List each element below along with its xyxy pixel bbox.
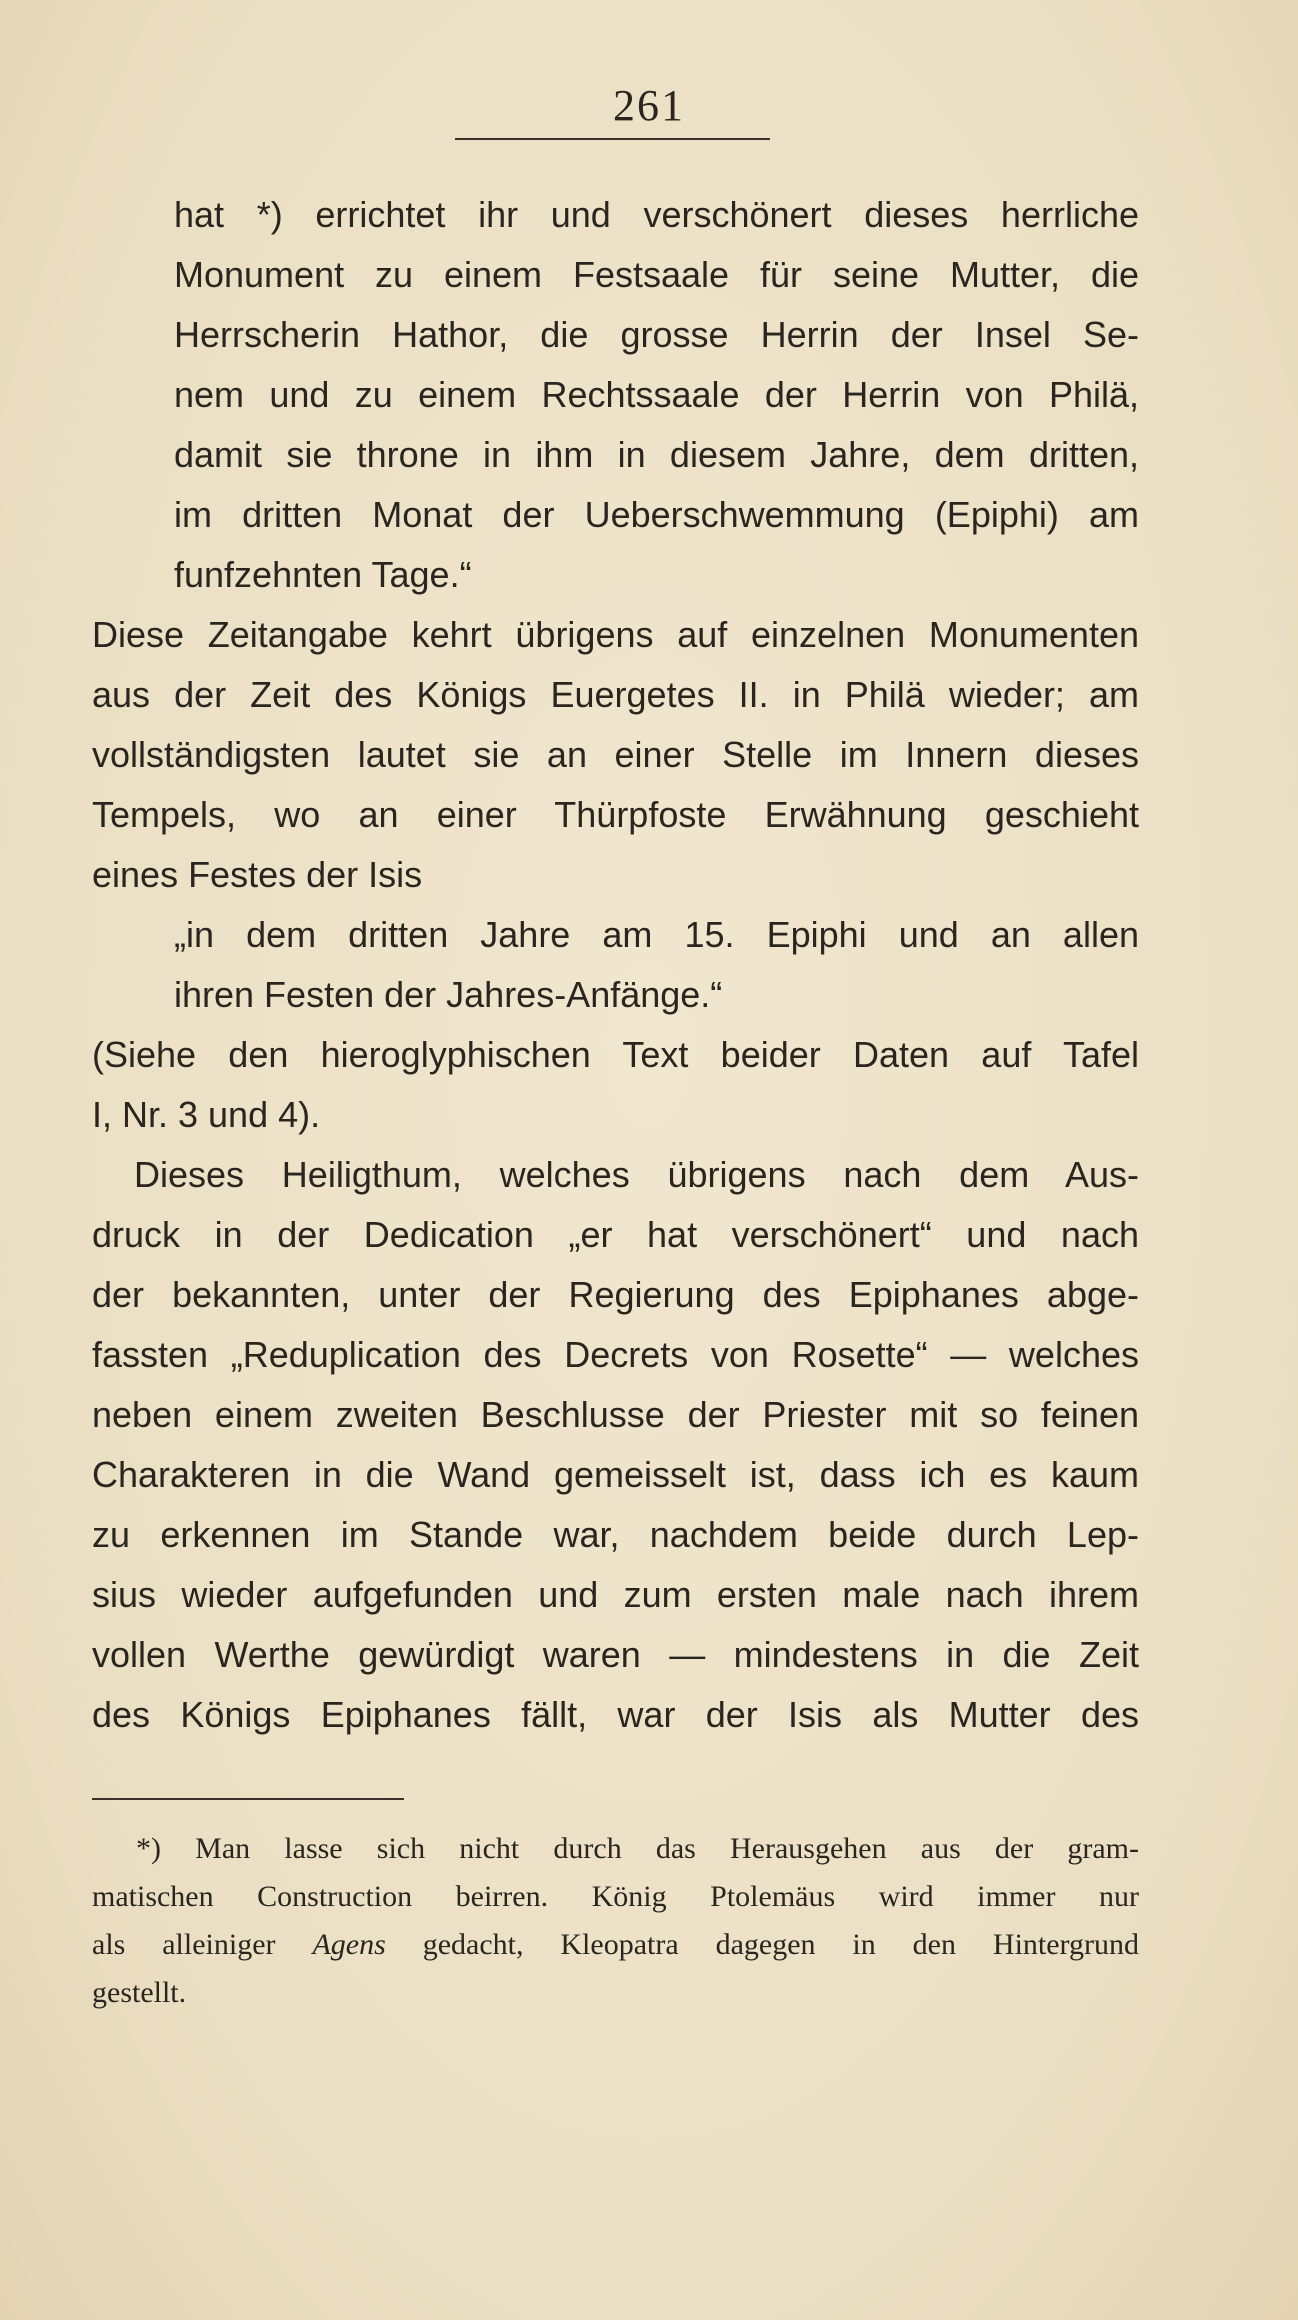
body-line: funfzehnten Tage.“	[174, 554, 472, 595]
footnote-text: gedacht, Kleopatra dagegen in den Hintergrund	[422, 1928, 1139, 1961]
page-number: 261	[613, 81, 685, 130]
body-line: I, Nr. 3 und 4).	[92, 1094, 321, 1135]
footnote-italic-term: Agens	[312, 1928, 386, 1961]
body-line: (Siehe den hieroglyphischen Text beider Daten auf Tafel	[92, 1034, 1139, 1075]
body-line: zu erkennen im Stande war, nachdem beide durch Lep-	[92, 1514, 1139, 1555]
header-rule	[455, 138, 770, 140]
body-line: Diese Zeitangabe kehrt übrigens auf einzelnen Monumenten	[92, 614, 1139, 655]
body-line: „in dem dritten Jahre am 15. Epiphi und an allen	[174, 914, 1139, 955]
footnote-line	[92, 1921, 1139, 1969]
footnote-line: matischen Construction beirren. König Ptolemäus wird immer nur	[92, 1880, 1139, 1913]
body-line: Charakteren in die Wand gemeisselt ist, dass ich es kaum	[92, 1454, 1139, 1495]
footnote-text: als alleiniger	[92, 1928, 276, 1961]
body-line: des Königs Epiphanes fällt, war der Isis als Mutter des	[92, 1694, 1139, 1735]
body-line: Dieses Heiligthum, welches übrigens nach dem Aus-	[134, 1154, 1139, 1195]
footnote-line: *) Man lasse sich nicht durch das Herausgehen aus der gram-	[136, 1832, 1139, 1865]
body-line: sius wieder aufgefunden und zum ersten male nach ihrem	[92, 1574, 1139, 1615]
body-line: vollständigsten lautet sie an einer Stelle im Innern dieses	[92, 734, 1139, 775]
body-line: vollen Werthe gewürdigt waren — mindestens in die Zeit	[92, 1634, 1139, 1675]
body-line: Herrscherin Hathor, die grosse Herrin der Insel Se-	[174, 314, 1139, 355]
footnote-rule	[92, 1798, 404, 1800]
body-line: ihren Festen der Jahres-Anfänge.“	[174, 974, 723, 1015]
body-line: damit sie throne in ihm in diesem Jahre, dem dritten,	[174, 434, 1139, 475]
body-line: eines Festes der Isis	[92, 854, 423, 895]
body-line: Tempels, wo an einer Thürpfoste Erwähnung geschieht	[92, 794, 1139, 835]
body-line: der bekannten, unter der Regierung des Epiphanes abge-	[92, 1274, 1139, 1315]
body-line: neben einem zweiten Beschlusse der Priester mit so feinen	[92, 1394, 1139, 1435]
body-line: nem und zu einem Rechtssaale der Herrin von Philä,	[174, 374, 1139, 415]
body-line: Monument zu einem Festsaale für seine Mutter, die	[174, 254, 1139, 295]
footnote-line: gestellt.	[92, 1976, 187, 2009]
body-line: im dritten Monat der Ueberschwemmung (Epiphi) am	[174, 494, 1139, 535]
body-line: aus der Zeit des Königs Euergetes II. in Philä wieder; am	[92, 674, 1139, 715]
body-line: druck in der Dedication „er hat verschönert“ und nach	[92, 1214, 1139, 1255]
body-line: fassten „Reduplication des Decrets von Rosette“ — welches	[92, 1334, 1139, 1375]
body-line: hat *) errichtet ihr und verschönert dieses herrliche	[174, 194, 1139, 235]
